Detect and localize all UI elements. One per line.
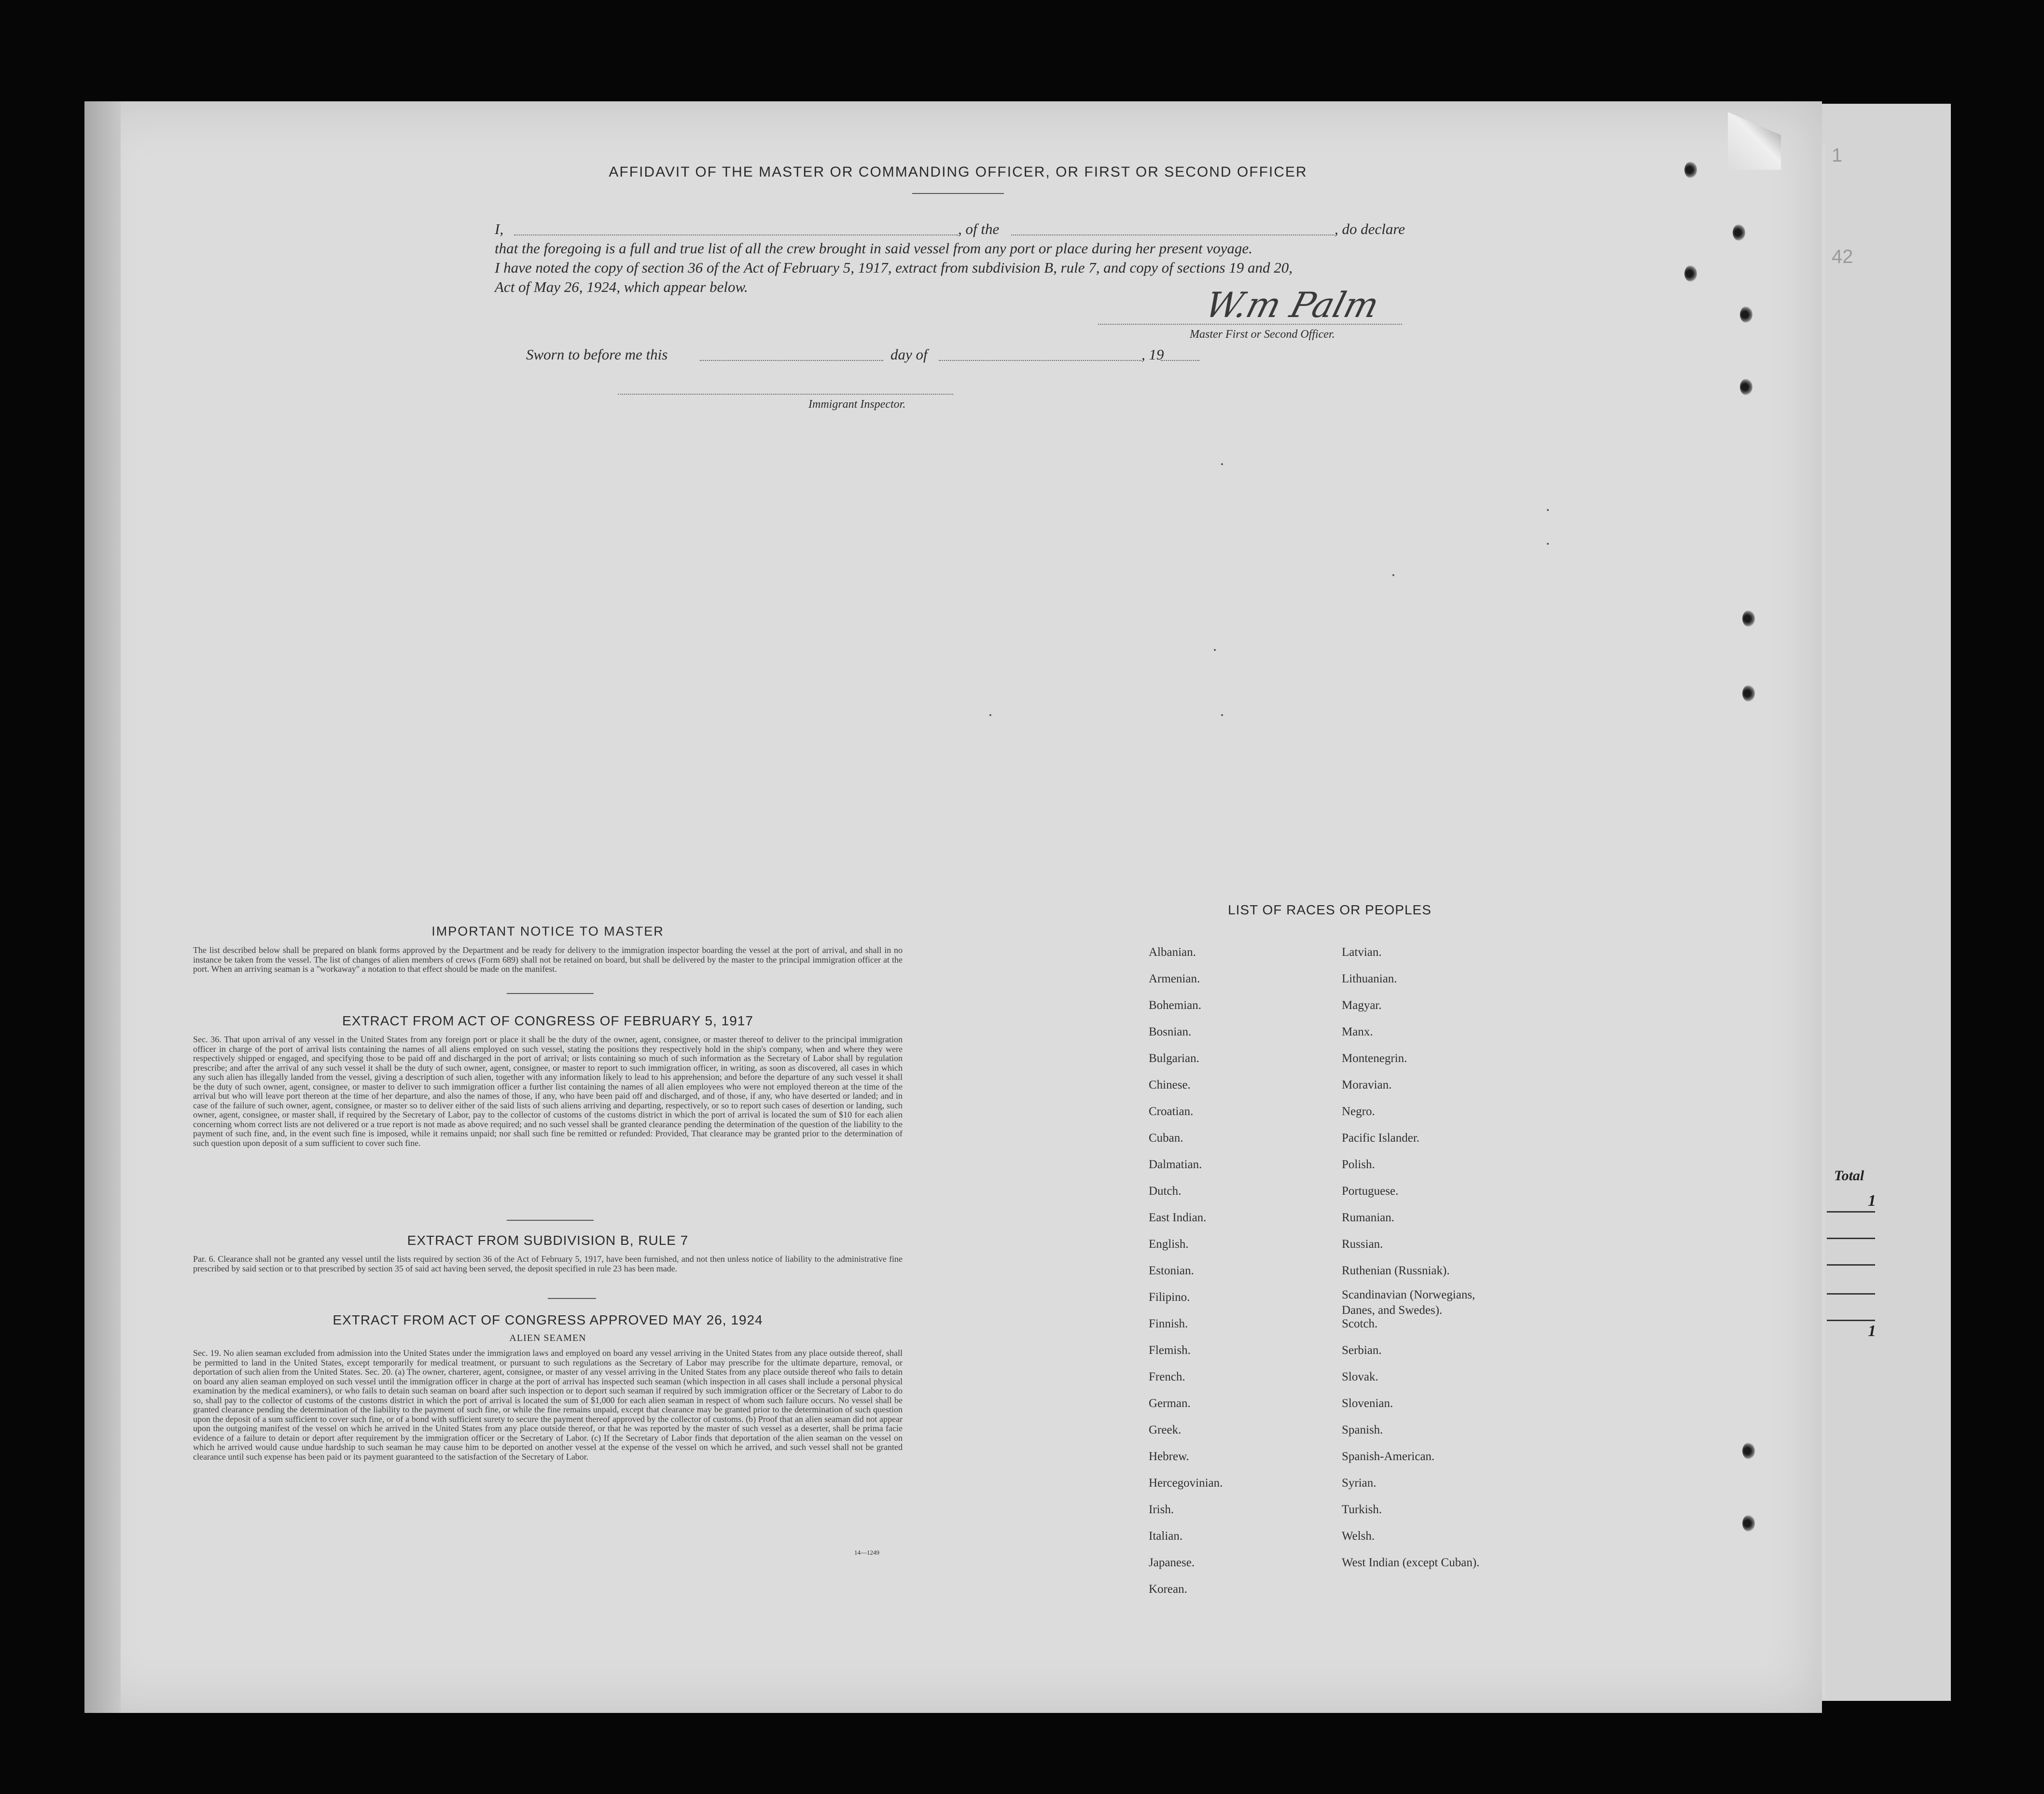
- name-blank: [514, 234, 958, 235]
- race-item: Bulgarian.: [1149, 1052, 1199, 1065]
- race-item: Ruthenian (Russniak).: [1342, 1264, 1450, 1277]
- affidavit-line-1-mid: , of the: [958, 221, 1000, 237]
- sworn-text-mid: day of: [890, 346, 928, 363]
- punch-hole: [1740, 379, 1752, 395]
- race-item: Slovenian.: [1342, 1397, 1393, 1410]
- race-item: Filipino.: [1149, 1291, 1190, 1304]
- race-item: Dalmatian.: [1149, 1158, 1202, 1171]
- race-item: Italian.: [1149, 1530, 1183, 1543]
- punch-hole: [1684, 265, 1697, 282]
- race-item: West Indian (except Cuban).: [1342, 1556, 1480, 1569]
- affidavit-title: AFFIDAVIT OF THE MASTER OR COMMANDING OFFICER, OR FIRST OR SECOND OFFICER: [609, 164, 1307, 180]
- total-value-1: 1: [1868, 1192, 1876, 1210]
- sworn-text-end: , 19: [1141, 346, 1164, 363]
- punch-hole: [1733, 224, 1745, 241]
- total-line-4: [1827, 1293, 1875, 1295]
- punch-hole: [1684, 162, 1697, 178]
- page-left-edge: [84, 101, 121, 1713]
- race-item: Magyar.: [1342, 999, 1382, 1012]
- rule-7-body: Par. 6. Clearance shall not be granted any vessel until the lists required by section 36 of the Act of February 5, 1917, have been furnished, and not then unless notice of liability to the administrative fine prescribed by said section or to that prescribed by section 35 of said act having been served, the deposit specified in rule 23 has been made.: [193, 1254, 903, 1273]
- race-item: Greek.: [1149, 1423, 1182, 1436]
- punch-hole: [1742, 610, 1755, 627]
- sworn-text-start: Sworn to before me this: [526, 346, 668, 363]
- speck: [1214, 649, 1216, 651]
- extract-1917-body: Sec. 36. That upon arrival of any vessel in the United States from any foreign port or place it shall be the duty of the owner, agent, consignee, or master thereof to deliver to the principal immigration officer in charge of the port of arrival lists containing the names of all aliens employed on such vessel, stating the positions they respectively hold in the ship's company, when and where they were respectively shipped or engaged, and specifying those to be paid off and discharged in the port of arrival; or lists containing so much of such information as the Secretary of Labor shall by regulation prescribe; and after the arrival of any such vessel it shall be the duty of such owner, agent, consignee, or master to report to such immigration officer, in writing, as soon as discovered, all cases in which any such alien has illegally landed from the vessel, giving a description of such alien, together with any information likely to lead to his apprehension; and before the departure of any such vessel it shall be the duty of such owner, agent, consignee, or master to deliver to such immigration officer a further list containing the names of all alien employees who were not employed thereon at the time of the arrival but who will leave port thereon at the time of her departure, and also the names of those, if any, who have been paid off and discharged, and of those, if any, who have deserted or landed; and in case of the failure of such owner, agent, consignee, or master so to deliver either of the said lists of such aliens arriving and departing, respectively, or so to report such cases of desertion or landing, such owner, agent, consignee, or master shall, if required by the Secretary of Labor, pay to the collector of customs of the customs district in which the port of arrival is located the sum of $10 for each alien concerning whom correct lists are not delivered or a true report is not made as above required; and no such vessel shall be granted clearance pending the determination of the question of the liability to the payment of such fine, and, in the event such fine is imposed, while it remains unpaid; nor shall such fine be remitted or refunded: Provided, That clearance may be granted prior to the determination of such question upon deposit of a sum sufficient to cover such fine.: [193, 1035, 903, 1148]
- race-item: Cuban.: [1149, 1132, 1183, 1145]
- speck: [989, 714, 991, 716]
- race-item: Croatian.: [1149, 1105, 1194, 1118]
- notice-title: IMPORTANT NOTICE TO MASTER: [431, 924, 664, 938]
- total-value-2: 1: [1868, 1322, 1876, 1340]
- total-line-5: [1827, 1320, 1875, 1321]
- race-item: Slovak.: [1342, 1370, 1378, 1383]
- race-item: Bohemian.: [1149, 999, 1202, 1012]
- inspector-caption: Immigrant Inspector.: [808, 398, 906, 411]
- signature-line: [1098, 323, 1402, 325]
- race-item: Montenegrin.: [1342, 1052, 1407, 1065]
- race-item: Spanish-American.: [1342, 1450, 1435, 1463]
- race-item: Spanish.: [1342, 1423, 1383, 1436]
- race-item: Danes, and Swedes).: [1342, 1304, 1443, 1317]
- race-item: Serbian.: [1342, 1344, 1382, 1357]
- race-item: Chinese.: [1149, 1078, 1191, 1091]
- speck: [1221, 714, 1223, 716]
- race-item: German.: [1149, 1397, 1191, 1410]
- sworn-month-blank: [939, 359, 1141, 361]
- total-label: Total: [1834, 1168, 1864, 1184]
- race-item: Irish.: [1149, 1503, 1174, 1516]
- race-item: Flemish.: [1149, 1344, 1191, 1357]
- race-item: Korean.: [1149, 1583, 1187, 1596]
- race-item: Syrian.: [1342, 1477, 1377, 1490]
- signature-caption: Master First or Second Officer.: [1190, 328, 1335, 341]
- race-item: Finnish.: [1149, 1317, 1188, 1330]
- race-item: Japanese.: [1149, 1556, 1195, 1569]
- sworn-year-blank: [1161, 359, 1199, 361]
- affidavit-line-3: I have noted the copy of section 36 of the Act of February 5, 1917, extract from subdivision B, rule 7, and copy of sections 19 and 20,: [495, 259, 1293, 276]
- affidavit-line-1-end: , do declare: [1335, 221, 1405, 237]
- speck: [1221, 463, 1223, 465]
- total-line-3: [1827, 1264, 1875, 1266]
- notice-body: The list described below shall be prepared on blank forms approved by the Department and be ready for delivery to the immigration inspector boarding the vessel at the port of arrival, and shall in no instance be taken from the vessel. The list of changes of alien members of crews (Form 689) shall not be retained on board, but shall be delivered by the master to the principal immigration officer at the port. When an arriving seaman is a "workaway" a notation to that effect should be made on the manifest.: [193, 945, 903, 974]
- race-item: Armenian.: [1149, 972, 1200, 985]
- race-item: Scotch.: [1342, 1317, 1378, 1330]
- affidavit-line-2: that the foregoing is a full and true list of all the crew brought in said vessel from any port or place during her present voyage.: [495, 240, 1252, 257]
- extract-1924-title: EXTRACT FROM ACT OF CONGRESS APPROVED MAY 26, 1924: [333, 1312, 763, 1327]
- sworn-day-blank: [700, 359, 883, 361]
- race-item: Polish.: [1342, 1158, 1375, 1171]
- race-item: Latvian.: [1342, 946, 1382, 959]
- punch-hole: [1742, 1443, 1755, 1459]
- vessel-blank: [1011, 234, 1335, 235]
- rule-7-title: EXTRACT FROM SUBDIVISION B, RULE 7: [407, 1233, 689, 1248]
- master-signature: W.m Palm: [1201, 285, 1384, 325]
- race-item: Pacific Islander.: [1342, 1132, 1420, 1145]
- race-item: Lithuanian.: [1342, 972, 1397, 985]
- race-item: Manx.: [1342, 1025, 1373, 1038]
- race-item: Scandinavian (Norwegians,: [1342, 1288, 1475, 1301]
- notice-rule: [507, 993, 594, 994]
- extract-1924-subtitle: ALIEN SEAMEN: [509, 1333, 586, 1343]
- margin-number: 42: [1832, 246, 1853, 267]
- margin-mark-top: 1: [1832, 145, 1843, 166]
- race-item: Estonian.: [1149, 1264, 1194, 1277]
- race-item: Russian.: [1342, 1238, 1383, 1251]
- speck: [1547, 543, 1549, 545]
- extract-1917-title: EXTRACT FROM ACT OF CONGRESS OF FEBRUARY 5, 1917: [342, 1013, 753, 1028]
- document-page: [84, 101, 1822, 1713]
- race-item: Bosnian.: [1149, 1025, 1192, 1038]
- punch-hole: [1740, 306, 1752, 323]
- race-item: Moravian.: [1342, 1078, 1392, 1091]
- race-item: Rumanian.: [1342, 1211, 1395, 1224]
- races-title: LIST OF RACES OR PEOPLES: [1228, 902, 1432, 917]
- race-item: Albanian.: [1149, 946, 1196, 959]
- affidavit-line-1-start: I,: [495, 221, 504, 237]
- total-line-1: [1827, 1211, 1875, 1213]
- race-item: French.: [1149, 1370, 1185, 1383]
- race-item: Dutch.: [1149, 1185, 1182, 1198]
- title-rule: [912, 193, 1004, 194]
- punch-hole: [1742, 685, 1755, 702]
- total-line-2: [1827, 1238, 1875, 1239]
- affidavit-line-4: Act of May 26, 1924, which appear below.: [495, 278, 748, 295]
- race-item: Portuguese.: [1342, 1185, 1399, 1198]
- extract-1924-body: Sec. 19. No alien seaman excluded from admission into the United States under the immigration laws and employed on board any vessel arriving in the United States from any place outside thereof, shall be permitted to land in the United States, except temporarily for medical treatment, or pursuant to such regulations as the Secretary of Labor may prescribe for the ultimate departure, removal, or deportation of such alien from the United States. Sec. 20. (a) The owner, charterer, agent, consignee, or master of any vessel arriving in the United States from any place outside thereof who fails to detain on board any alien seaman employed on such vessel until the immigration officer in charge at the port of arrival has inspected such seaman (which inspection in all cases shall include a personal physical examination by the medical examiners), or who fails to detain such seaman on board after such inspection or to deport such seaman if required by such immigration officer or the Secretary of Labor to do so, shall pay to the collector of customs of the customs district in which the port of arrival is located the sum of $1,000 for each alien seaman in respect of whom such failure occurs. No vessel shall be granted clearance pending the determination of the liability to the payment of such fine, or while the fine remains unpaid, except that clearance may be granted prior to the determination of such question upon the deposit of a sum sufficient to cover such fine, or of a bond with sufficient surety to secure the payment thereof approved by the collector of customs. (b) Proof that an alien seaman did not appear upon the outgoing manifest of the vessel on which he arrived in the United States from any place outside thereof, or that he was reported by the master of such vessel as a deserter, shall be prima facie evidence of a failure to detain or deport after requirement by the immigration officer or the Secretary of Labor. (c) If the Secretary of Labor finds that deportation of the alien seaman on the vessel on which he arrived would cause undue hardship to such seaman he may cause him to be deported on another vessel at the expense of the vessel on which he arrived, and such vessel shall not be granted clearance until such expense has been paid or its payment guaranteed to the satisfaction of the Secretary of Labor.: [193, 1348, 903, 1462]
- extract-1917-rule: [507, 1220, 594, 1221]
- race-item: Hercegovinian.: [1149, 1477, 1223, 1490]
- punch-hole: [1742, 1515, 1755, 1532]
- form-number: 14—1249: [854, 1549, 879, 1556]
- speck: [1392, 574, 1394, 576]
- race-item: English.: [1149, 1238, 1189, 1251]
- race-item: East Indian.: [1149, 1211, 1207, 1224]
- race-item: Negro.: [1342, 1105, 1375, 1118]
- race-item: Hebrew.: [1149, 1450, 1189, 1463]
- rule-7-rule: [548, 1298, 596, 1299]
- speck: [1547, 509, 1549, 511]
- race-item: Welsh.: [1342, 1530, 1375, 1543]
- race-item: Turkish.: [1342, 1503, 1382, 1516]
- inspector-line: [618, 393, 953, 395]
